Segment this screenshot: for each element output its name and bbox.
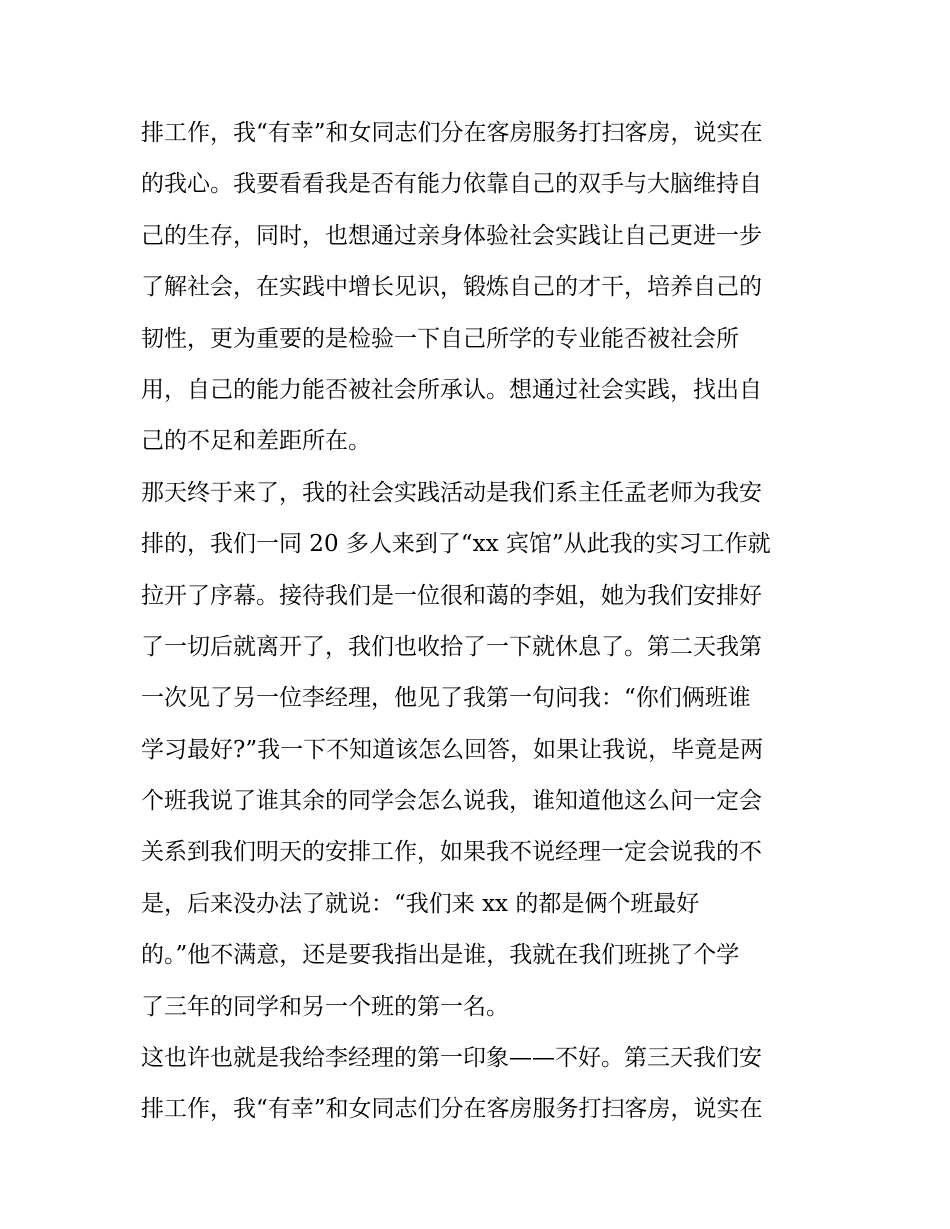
text-line: 排工作，我“有幸”和女同志们分在客房服务打扫客房，说实在	[141, 1096, 763, 1123]
text-line: 是，后来没办法了就说：“我们来 xx 的都是俩个班最好	[141, 890, 700, 917]
text-line: 的我心。我要看看我是否有能力依靠自己的双手与大脑维持自	[141, 171, 762, 198]
text-line: 了解社会，在实践中增长见识，锻炼自己的才干，培养自己的	[141, 274, 762, 301]
text-line: 排的，我们一同 20 多人来到了“xx 宾馆”从此我的实习工作就	[141, 531, 771, 558]
text-line: 排工作，我“有幸”和女同志们分在客房服务打扫客房，说实在	[141, 120, 763, 146]
text-line: 学习最好?”我一下不知道该怎么回答，如果让我说，毕竟是两	[141, 736, 764, 763]
text-line: 那天终于来了，我的社会实践活动是我们系主任孟老师为我安	[141, 479, 762, 506]
text-line: 的。”他不满意，还是要我指出是谁，我就在我们班挑了个学	[141, 942, 740, 969]
text-line: 己的不足和差距所在。	[141, 428, 371, 455]
text-line: 拉开了序幕。接待我们是一位很和蔼的李姐，她为我们安排好	[141, 582, 762, 609]
text-line: 这也许也就是我给李经理的第一印象——不好。第三天我们安	[141, 1045, 762, 1072]
text-line: 用，自己的能力能否被社会所承认。想通过社会实践，找出自	[141, 376, 762, 403]
text-line: 韧性，更为重要的是检验一下自己所学的专业能否被社会所	[141, 325, 739, 352]
text-line: 一次见了另一位李经理，他见了我第一句问我：“你们俩班谁	[141, 685, 751, 712]
body-text	[141, 108, 821, 1136]
text-line: 己的生存，同时，也想通过亲身体验社会实践让自己更进一步	[141, 222, 762, 249]
text-line: 个班我说了谁其余的同学会怎么说我，谁知道他这么问一定会	[141, 788, 762, 815]
text-line: 了一切后就离开了，我们也收拾了一下就休息了。第二天我第	[141, 633, 762, 660]
text-line: 了三年的同学和另一个班的第一名。	[141, 993, 509, 1020]
text-line: 关系到我们明天的安排工作，如果我不说经理一定会说我的不	[141, 839, 762, 866]
